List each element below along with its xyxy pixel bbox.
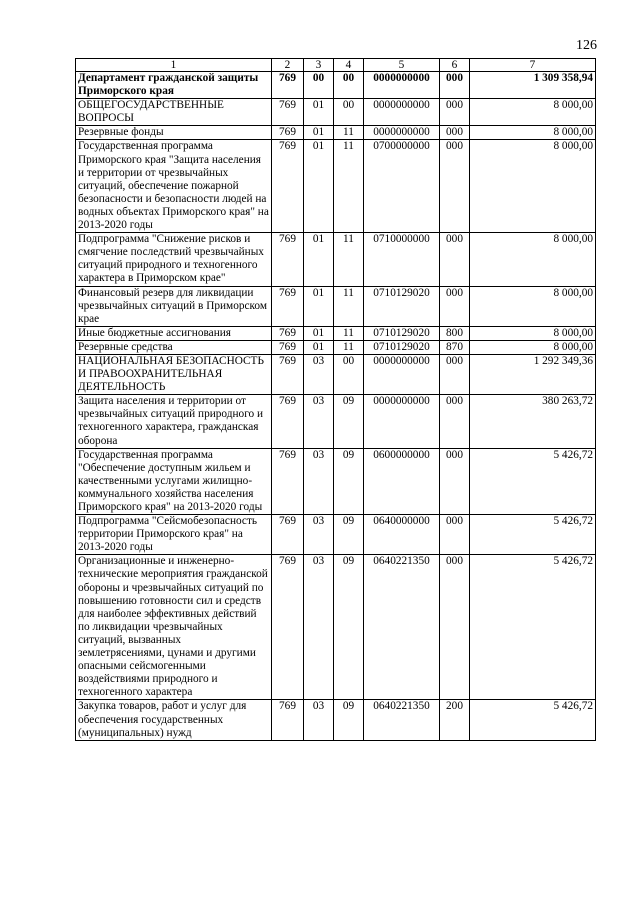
amount-cell: 380 263,72 — [470, 395, 596, 448]
column-header: 2 — [272, 59, 304, 72]
expense-type-cell: 870 — [440, 340, 470, 354]
table-row — [76, 555, 596, 700]
target-article-cell: 0710129020 — [364, 286, 440, 326]
subsection-code-cell: 11 — [334, 126, 364, 140]
subsection-code-cell: 11 — [334, 286, 364, 326]
subsection-code-cell: 09 — [334, 700, 364, 740]
section-code-cell: 01 — [304, 99, 334, 126]
subsection-code-cell: 09 — [334, 395, 364, 448]
amount-cell: 8 000,00 — [470, 233, 596, 286]
row-name-cell: Государственная программа Приморского края "Защита населения и территории от чрезвычайных ситуаций, обеспечение пожарной безопасности и безопасности людей на водных объектах Приморского края" на 2013-2020 годы — [76, 140, 272, 233]
column-header: 7 — [470, 59, 596, 72]
expense-type-cell: 000 — [440, 515, 470, 555]
table-row — [76, 126, 596, 140]
subsection-code-cell: 09 — [334, 555, 364, 700]
target-article-cell: 0600000000 — [364, 448, 440, 514]
target-article-cell: 0710000000 — [364, 233, 440, 286]
expense-type-cell: 000 — [440, 395, 470, 448]
expense-type-cell: 000 — [440, 140, 470, 233]
budget-table — [75, 58, 596, 741]
amount-cell: 8 000,00 — [470, 326, 596, 340]
amount-cell: 5 426,72 — [470, 555, 596, 700]
row-name-cell: Подпрограмма "Снижение рисков и смягчение последствий чрезвычайных ситуаций природного и техногенного характера в Приморском крае" — [76, 233, 272, 286]
expense-type-cell: 000 — [440, 99, 470, 126]
admin-code-cell: 769 — [272, 72, 304, 99]
subsection-code-cell: 11 — [334, 233, 364, 286]
row-name-cell: Иные бюджетные ассигнования — [76, 326, 272, 340]
section-code-cell: 01 — [304, 326, 334, 340]
target-article-cell: 0000000000 — [364, 354, 440, 394]
subsection-code-cell: 09 — [334, 515, 364, 555]
subsection-code-cell: 11 — [334, 140, 364, 233]
amount-cell: 8 000,00 — [470, 126, 596, 140]
row-name-cell: Департамент гражданской защиты Приморского края — [76, 72, 272, 99]
expense-type-cell: 000 — [440, 448, 470, 514]
section-code-cell: 01 — [304, 233, 334, 286]
table-row — [76, 354, 596, 394]
amount-cell: 8 000,00 — [470, 99, 596, 126]
target-article-cell: 0640221350 — [364, 555, 440, 700]
target-article-cell: 0640221350 — [364, 700, 440, 740]
section-code-cell: 00 — [304, 72, 334, 99]
target-article-cell: 0000000000 — [364, 72, 440, 99]
admin-code-cell: 769 — [272, 340, 304, 354]
admin-code-cell: 769 — [272, 448, 304, 514]
target-article-cell: 0000000000 — [364, 126, 440, 140]
row-name-cell: Финансовый резерв для ликвидации чрезвычайных ситуаций в Приморском крае — [76, 286, 272, 326]
amount-cell: 5 426,72 — [470, 515, 596, 555]
admin-code-cell: 769 — [272, 395, 304, 448]
section-code-cell: 03 — [304, 555, 334, 700]
row-name-cell: Резервные средства — [76, 340, 272, 354]
table-row — [76, 233, 596, 286]
row-name-cell: НАЦИОНАЛЬНАЯ БЕЗОПАСНОСТЬ И ПРАВООХРАНИТЕЛЬНАЯ ДЕЯТЕЛЬНОСТЬ — [76, 354, 272, 394]
row-name-cell: ОБЩЕГОСУДАРСТВЕННЫЕ ВОПРОСЫ — [76, 99, 272, 126]
amount-cell: 5 426,72 — [470, 700, 596, 740]
target-article-cell: 0700000000 — [364, 140, 440, 233]
table-row — [76, 448, 596, 514]
subsection-code-cell: 11 — [334, 340, 364, 354]
section-code-cell: 03 — [304, 448, 334, 514]
target-article-cell: 0000000000 — [364, 395, 440, 448]
expense-type-cell: 200 — [440, 700, 470, 740]
section-code-cell: 01 — [304, 140, 334, 233]
page-number: 126 — [576, 38, 597, 53]
table-row — [76, 286, 596, 326]
table-row — [76, 140, 596, 233]
amount-cell: 1 292 349,36 — [470, 354, 596, 394]
row-name-cell: Резервные фонды — [76, 126, 272, 140]
table-row — [76, 395, 596, 448]
row-name-cell: Организационные и инженерно-технические мероприятия гражданской обороны и чрезвычайных ситуаций по повышению готовности сил и средств для наиболее эффективных действий по ликвидации чрезвычайных ситуаций, вызванных землетрясениями, цунами и другими опасными сейсмогенными воздействиями природного и техногенного характера — [76, 555, 272, 700]
section-code-cell: 03 — [304, 354, 334, 394]
admin-code-cell: 769 — [272, 140, 304, 233]
subsection-code-cell: 11 — [334, 326, 364, 340]
admin-code-cell: 769 — [272, 555, 304, 700]
amount-cell: 1 309 358,94 — [470, 72, 596, 99]
column-header: 5 — [364, 59, 440, 72]
admin-code-cell: 769 — [272, 354, 304, 394]
target-article-cell: 0640000000 — [364, 515, 440, 555]
admin-code-cell: 769 — [272, 126, 304, 140]
section-code-cell: 01 — [304, 340, 334, 354]
table-row — [76, 515, 596, 555]
admin-code-cell: 769 — [272, 700, 304, 740]
admin-code-cell: 769 — [272, 233, 304, 286]
admin-code-cell: 769 — [272, 515, 304, 555]
amount-cell: 8 000,00 — [470, 340, 596, 354]
table-row — [76, 700, 596, 740]
amount-cell: 8 000,00 — [470, 286, 596, 326]
row-name-cell: Защита населения и территории от чрезвычайных ситуаций природного и техногенного характера, гражданская оборона — [76, 395, 272, 448]
expense-type-cell: 000 — [440, 354, 470, 394]
subsection-code-cell: 00 — [334, 72, 364, 99]
admin-code-cell: 769 — [272, 99, 304, 126]
section-code-cell: 01 — [304, 126, 334, 140]
table-row — [76, 326, 596, 340]
subsection-code-cell: 00 — [334, 99, 364, 126]
table-row — [76, 340, 596, 354]
row-name-cell: Государственная программа "Обеспечение доступным жильем и качественными услугами жилищно-коммунального хозяйства населения Приморского края" на 2013-2020 годы — [76, 448, 272, 514]
section-code-cell: 03 — [304, 395, 334, 448]
table-row — [76, 72, 596, 99]
table-body — [76, 72, 596, 741]
admin-code-cell: 769 — [272, 286, 304, 326]
header-row — [76, 59, 596, 72]
amount-cell: 8 000,00 — [470, 140, 596, 233]
amount-cell: 5 426,72 — [470, 448, 596, 514]
section-code-cell: 01 — [304, 286, 334, 326]
section-code-cell: 03 — [304, 700, 334, 740]
subsection-code-cell: 00 — [334, 354, 364, 394]
target-article-cell: 0710129020 — [364, 340, 440, 354]
section-code-cell: 03 — [304, 515, 334, 555]
table-row — [76, 99, 596, 126]
expense-type-cell: 000 — [440, 555, 470, 700]
target-article-cell: 0000000000 — [364, 99, 440, 126]
expense-type-cell: 000 — [440, 126, 470, 140]
admin-code-cell: 769 — [272, 326, 304, 340]
expense-type-cell: 000 — [440, 233, 470, 286]
column-header: 6 — [440, 59, 470, 72]
subsection-code-cell: 09 — [334, 448, 364, 514]
expense-type-cell: 800 — [440, 326, 470, 340]
column-header: 4 — [334, 59, 364, 72]
expense-type-cell: 000 — [440, 286, 470, 326]
target-article-cell: 0710129020 — [364, 326, 440, 340]
row-name-cell: Закупка товаров, работ и услуг для обеспечения государственных (муниципальных) нужд — [76, 700, 272, 740]
expense-type-cell: 000 — [440, 72, 470, 99]
column-header: 1 — [76, 59, 272, 72]
row-name-cell: Подпрограмма "Сейсмобезопасность территории Приморского края" на 2013-2020 годы — [76, 515, 272, 555]
column-header: 3 — [304, 59, 334, 72]
